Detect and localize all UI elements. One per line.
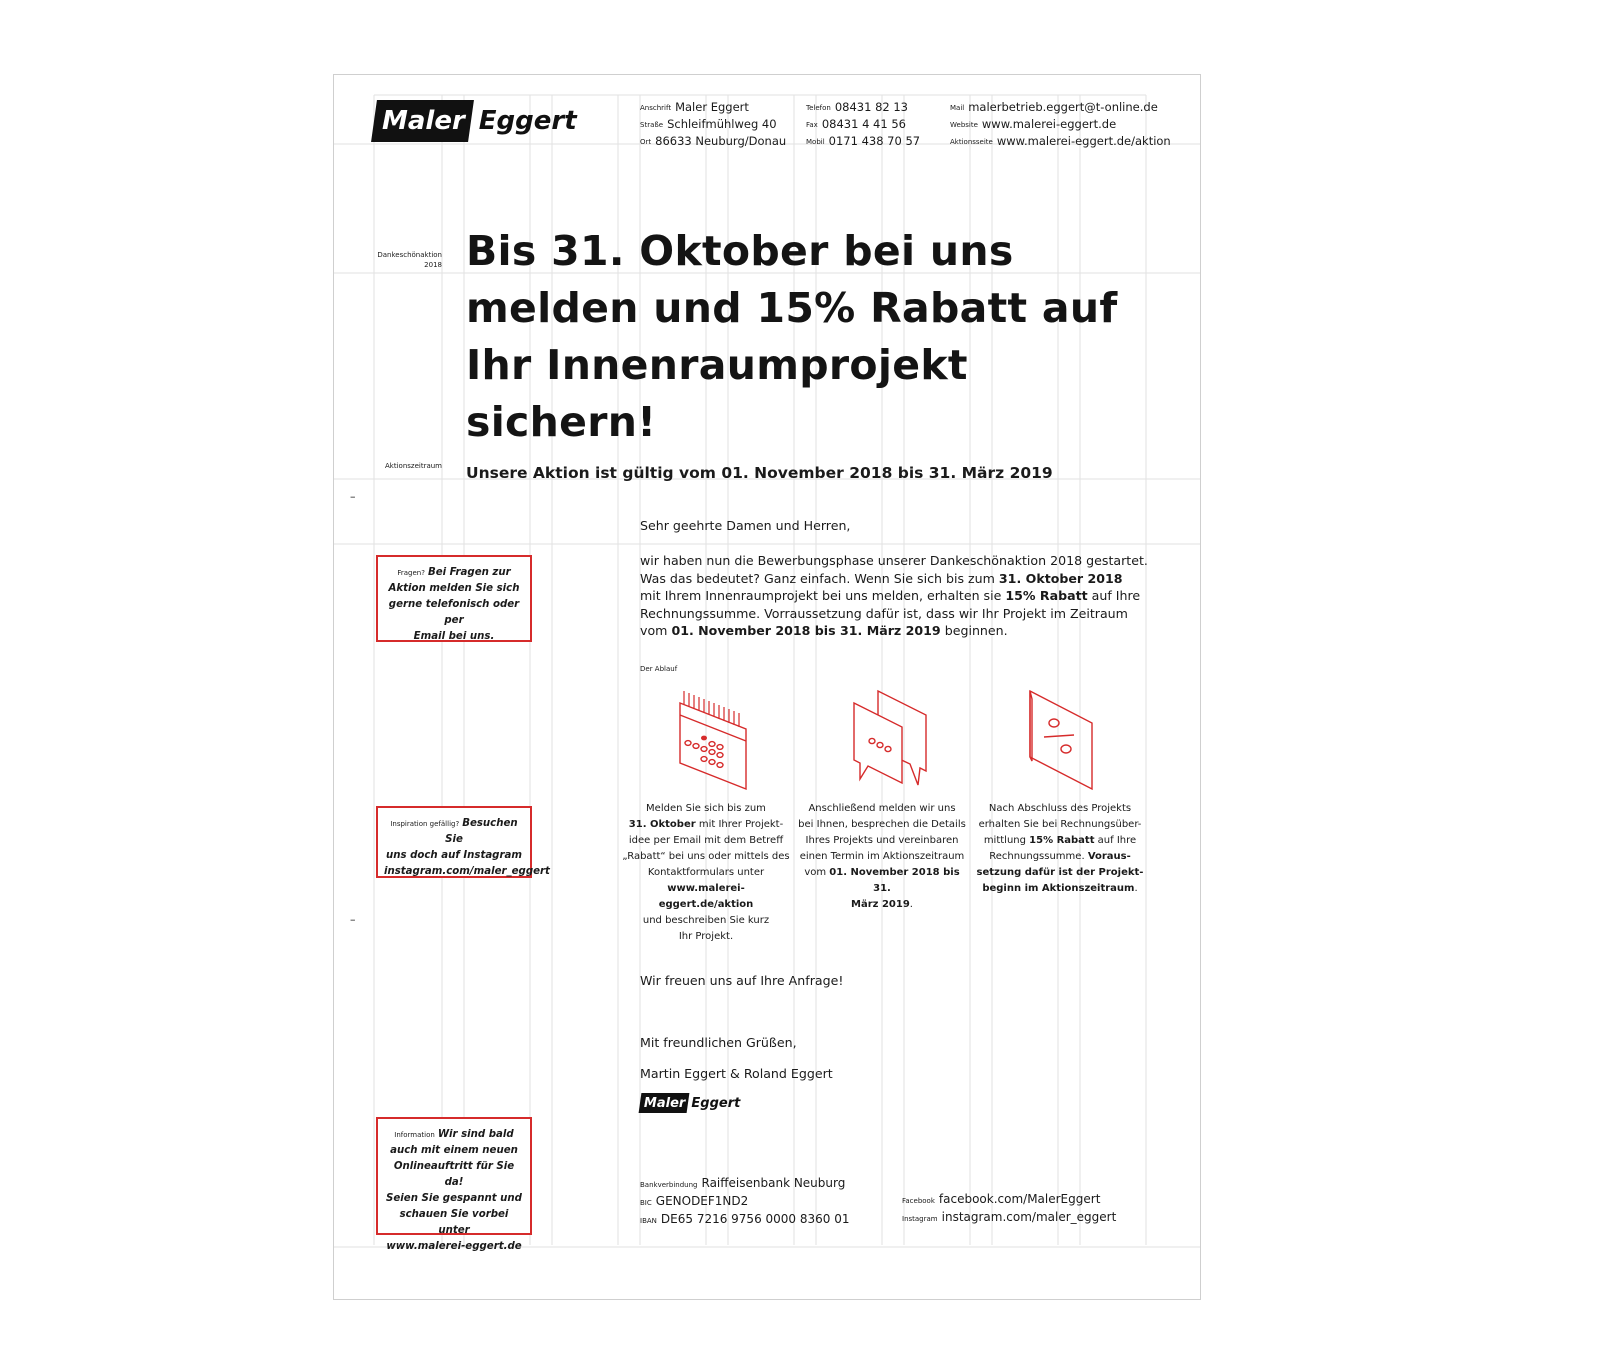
process-label: Der Ablauf — [640, 665, 678, 673]
letter-paragraph: wir haben nun die Bewerbungsphase unserer Dankeschönaktion 2018 gestartet. Was das bedeutet? Ganz einfach. Wenn Sie sich bis zum 31. Oktober 2018 mit Ihrem Innenraumprojekt bei uns melden, erhalten sie 15% Rabatt auf Ihre Rechnungssumme. Vorraussetzung dafür ist, dass wir Ihr Projekt im Zeitraum vom 01. November 2018 bis 31. März 2019 beginnen. — [640, 553, 1148, 638]
percent-tag-icon — [1026, 689, 1106, 793]
regards-line: Mit freundlichen Grüßen, — [640, 1035, 797, 1050]
web-block: Mail malerbetrieb.eggert@t-online.de Website www.malerei-eggert.de Aktionsseite www.malerei-eggert.de/aktion — [950, 100, 1171, 148]
company-logo — [374, 100, 577, 142]
signature-logo: Maler Eggert — [640, 1093, 740, 1113]
campaign-side-label: Dankeschönaktion 2018 — [377, 251, 442, 269]
fax-number: 08431 4 41 56 — [821, 117, 906, 131]
questions-box: Fragen? Bei Fragen zur Aktion melden Sie sich gerne telefonisch oder per Email bei uns. — [376, 555, 532, 642]
campaign-page-link[interactable]: www.malerei-eggert.de/aktion — [996, 134, 1171, 148]
mobile-number: 0171 438 70 57 — [828, 134, 921, 148]
instagram-link[interactable]: instagram.com/maler_eggert — [384, 866, 550, 877]
website-box-link[interactable]: www.malerei-eggert.de — [386, 1241, 522, 1252]
fold-mark-top: – — [350, 490, 356, 503]
letter-greeting: Sehr geehrte Damen und Herren, — [640, 518, 851, 533]
email-link[interactable]: malerbetrieb.eggert@t-online.de — [968, 100, 1158, 114]
contact-form-link[interactable]: www.malerei-eggert.de/aktion — [658, 883, 754, 910]
website-link[interactable]: www.malerei-eggert.de — [981, 117, 1117, 131]
address-city: 86633 Neuburg/Donau — [655, 134, 787, 148]
address-street: Schleifmühlweg 40 — [667, 117, 777, 131]
phone-number: 08431 82 13 — [834, 100, 908, 114]
logo-part-1: Maler — [382, 106, 465, 136]
phone-block: Telefon 08431 82 13 Fax 08431 4 41 56 Mobil 0171 438 70 57 — [806, 100, 921, 148]
address-block: Anschrift Maler Eggert Straße Schleifmühlweg 40 Ort 86633 Neuburg/Donau — [640, 100, 787, 148]
period-side-label: Aktionszeitraum — [385, 462, 442, 470]
instagram-box: Inspiration gefällig? Besuchen Sie uns doch auf Instagram instagram.com/maler_eggert — [376, 806, 532, 878]
speech-bubbles-icon — [848, 689, 938, 793]
step-1-text: Melden Sie sich bis zum 31. Oktober mit Ihrer Projekt- idee per Email mit dem Betreff „Rabatt“ bei uns oder mittels des Kontaktformulars unter www.malerei-eggert.de/aktion und beschreiben Sie kurz Ihr Projekt. — [622, 803, 790, 942]
fold-mark-bottom: – — [350, 913, 356, 926]
letter-page — [333, 74, 1201, 1300]
instagram-footer-link[interactable]: instagram.com/maler_eggert — [941, 1210, 1117, 1224]
information-box: Information Wir sind bald auch mit einem neuen Onlineauftritt für Sie da! Seien Sie gespannt und schauen Sie vorbei unter www.malerei-eggert.de — [376, 1117, 532, 1235]
calendar-icon — [674, 685, 754, 795]
address-name: Maler Eggert — [675, 100, 749, 114]
headline: Bis 31. Oktober bei uns melden und 15% Rabatt auf Ihr Innenraumprojekt sichern! — [466, 227, 1118, 446]
campaign-period: Unsere Aktion ist gültig vom 01. November 2018 bis 31. März 2019 — [466, 464, 1053, 482]
bank-details: Bankverbindung Raiffeisenbank Neuburg BIC GENODEF1ND2 IBAN DE65 7216 9756 0000 8360 01 — [640, 1176, 850, 1226]
step-3-text: Nach Abschluss des Projekts erhalten Sie bei Rechnungsüber- mittlung 15% Rabatt auf Ihre Rechnungssumme. Voraus- setzung dafür ist der Projekt- beginn im Aktionszeitraum. — [976, 803, 1144, 894]
closing-line: Wir freuen uns auf Ihre Anfrage! — [640, 973, 844, 988]
step-2-text: Anschließend melden wir uns bei Ihnen, besprechen die Details Ihres Projekts und vereinbaren einen Termin im Aktionszeitraum vom 01. November 2018 bis 31. März 2019. — [798, 803, 966, 910]
social-links: Facebook facebook.com/MalerEggert Instagram instagram.com/maler_eggert — [902, 1192, 1117, 1224]
signature: Martin Eggert & Roland Eggert — [640, 1066, 833, 1081]
logo-part-2: Eggert — [478, 106, 577, 136]
facebook-link[interactable]: facebook.com/MalerEggert — [938, 1192, 1101, 1206]
